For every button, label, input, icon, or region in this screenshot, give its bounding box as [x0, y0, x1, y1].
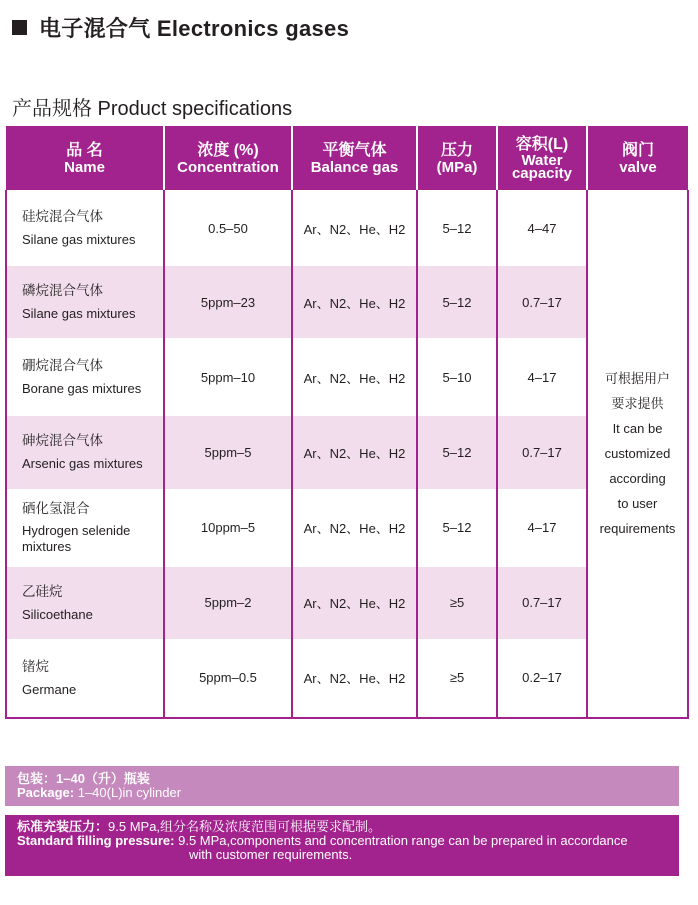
cell-concentration: 10ppm–5	[164, 489, 292, 567]
cell-capacity: 0.7–17	[497, 416, 587, 488]
header-name: 品 名 Name	[6, 126, 164, 190]
cell-name: 砷烷混合气体 Arsenic gas mixtures	[6, 416, 164, 488]
cell-balance-gas: Ar、N2、He、H2	[292, 489, 417, 567]
header-balance-gas: 平衡气体 Balance gas	[292, 126, 417, 190]
pressure-zh: 标准充装压力：9.5 MPa,组分名称及浓度范围可根据要求配制。	[17, 819, 382, 834]
package-info	[5, 766, 679, 806]
filling-pressure-info	[5, 815, 679, 876]
cell-pressure: ≥5	[417, 639, 497, 718]
page-title: 电子混合气 Electronics gases	[39, 15, 350, 41]
cell-balance-gas: Ar、N2、He、H2	[292, 190, 417, 266]
cell-pressure: 5–12	[417, 190, 497, 266]
table-row	[6, 489, 688, 567]
cell-capacity: 0.7–17	[497, 567, 587, 639]
cell-pressure: 5–12	[417, 266, 497, 338]
cell-name: 锗烷 Germane	[6, 639, 164, 718]
cell-capacity: 0.2–17	[497, 639, 587, 718]
cell-pressure: 5–10	[417, 338, 497, 416]
header-valve: 阀门 valve	[587, 126, 688, 190]
cell-pressure: 5–12	[417, 489, 497, 567]
cell-concentration: 0.5–50	[164, 190, 292, 266]
cell-balance-gas: Ar、N2、He、H2	[292, 266, 417, 338]
package-en: Package: 1–40(L)in cylinder	[17, 785, 182, 800]
cell-name: 磷烷混合气体 Silane gas mixtures	[6, 266, 164, 338]
cell-concentration: 5ppm–23	[164, 266, 292, 338]
header-capacity: 容积(L) Water capacity	[497, 126, 587, 190]
cell-concentration: 5ppm–2	[164, 567, 292, 639]
package-zh: 包装：1–40（升）瓶装	[17, 771, 150, 786]
cell-name: 硼烷混合气体 Borane gas mixtures	[6, 338, 164, 416]
product-spec-table	[5, 126, 689, 719]
cell-capacity: 4–17	[497, 489, 587, 567]
cell-concentration: 5ppm–0.5	[164, 639, 292, 718]
table-row	[6, 190, 688, 266]
cell-pressure: 5–12	[417, 416, 497, 488]
cell-capacity: 4–47	[497, 190, 587, 266]
cell-name: 硅烷混合气体 Silane gas mixtures	[6, 190, 164, 266]
pressure-en-cont: with customer requirements.	[189, 847, 353, 862]
cell-balance-gas: Ar、N2、He、H2	[292, 567, 417, 639]
cell-name: 乙硅烷 Silicoethane	[6, 567, 164, 639]
cell-name: 硒化氢混合 Hydrogen selenide mixtures	[6, 489, 164, 567]
cell-balance-gas: Ar、N2、He、H2	[292, 416, 417, 488]
table-row	[6, 266, 688, 338]
cell-capacity: 4–17	[497, 338, 587, 416]
cell-concentration: 5ppm–5	[164, 416, 292, 488]
table-row	[6, 338, 688, 416]
header-pressure: 压力 (MPa)	[417, 126, 497, 190]
table-row	[6, 567, 688, 639]
section-subtitle: 产品规格 Product specifications	[12, 98, 293, 120]
table-row	[6, 639, 688, 718]
cell-balance-gas: Ar、N2、He、H2	[292, 639, 417, 718]
cell-valve-note: 可根据用户 要求提供 It can be customized according to user requirements	[587, 190, 688, 718]
cell-capacity: 0.7–17	[497, 266, 587, 338]
cell-concentration: 5ppm–10	[164, 338, 292, 416]
table-header-row	[6, 126, 688, 190]
header-concentration: 浓度 (%) Concentration	[164, 126, 292, 190]
page-title-bar	[12, 12, 349, 42]
square-bullet-icon	[12, 20, 27, 35]
pressure-en: Standard filling pressure: 9.5 MPa,components and concentration range can be prepared in accordance	[17, 833, 628, 848]
table-row	[6, 416, 688, 488]
cell-balance-gas: Ar、N2、He、H2	[292, 338, 417, 416]
cell-pressure: ≥5	[417, 567, 497, 639]
